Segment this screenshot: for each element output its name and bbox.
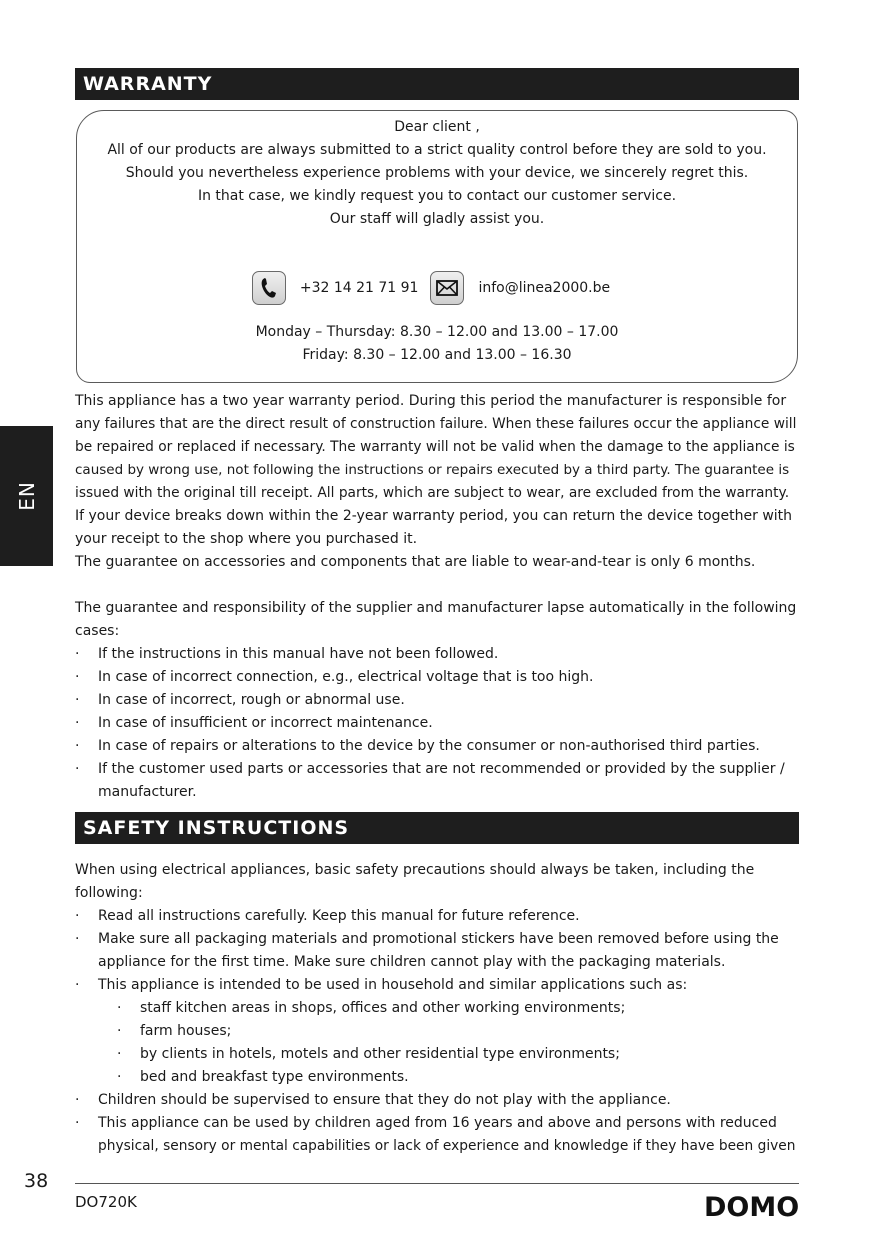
- brand-logo: DOMO: [704, 1192, 800, 1223]
- sub-list-item: · bed and breakfast type environments.: [75, 1066, 799, 1089]
- safety-section: [75, 859, 799, 1158]
- contact-row: [77, 269, 797, 307]
- box-line: Should you nevertheless experience problems with your device, we sincerely regret this.: [125, 165, 749, 181]
- phone-icon: [252, 271, 286, 305]
- list-item-continuation: manufacturer.: [98, 784, 197, 800]
- list-item: · In case of incorrect, rough or abnormal use.: [75, 689, 799, 712]
- email-address: info@linea2000.be: [478, 279, 611, 296]
- lapse-intro: The guarantee and responsibility of the supplier and manufacturer lapse automatically in the following: [75, 600, 797, 616]
- body-line: The guarantee on accessories and components that are liable to wear-and-tear is only 6 months.: [75, 554, 756, 570]
- hours-weekdays: Monday – Thursday: 8.30 – 12.00 and 13.00 – 17.00: [255, 324, 619, 340]
- list-item: · This appliance can be used by children aged from 16 years and above and persons with reduced: [75, 1112, 799, 1135]
- list-item-continuation: appliance for the first time. Make sure children cannot play with the packaging materials.: [98, 954, 726, 970]
- body-line: This appliance has a two year warranty period. During this period the manufacturer is responsible for: [75, 393, 787, 409]
- list-item: · This appliance is intended to be used in household and similar applications such as:: [75, 974, 799, 997]
- list-item: · In case of repairs or alterations to the device by the consumer or non-authorised third parties.: [75, 735, 799, 758]
- body-line: issued with the original till receipt. All parts, which are subject to wear, are excluded from the warranty.: [75, 485, 790, 501]
- list-item-continuation: physical, sensory or mental capabilities or lack of experience and knowledge if they have been given: [98, 1138, 796, 1154]
- body-line: any failures that are the direct result of construction failure. When these failures occur the appliance will: [75, 416, 797, 432]
- list-item: · If the customer used parts or accessories that are not recommended or provided by the supplier /: [75, 758, 799, 781]
- body-line: If your device breaks down within the 2-year warranty period, you can return the device together with: [75, 508, 793, 524]
- phone-number: +32 14 21 71 91: [299, 279, 419, 296]
- box-line: All of our products are always submitted to a strict quality control before they are sold to you.: [107, 142, 767, 158]
- list-item: · In case of insufficient or incorrect maintenance.: [75, 712, 799, 735]
- box-line: In that case, we kindly request you to contact our customer service.: [197, 188, 677, 204]
- safety-intro: following:: [75, 885, 143, 901]
- language-tab: [0, 426, 53, 566]
- email-icon: [430, 271, 464, 305]
- language-tab-label: EN: [14, 481, 39, 511]
- sub-list-item: · by clients in hotels, motels and other residential type environments;: [75, 1043, 799, 1066]
- box-line: Our staff will gladly assist you.: [329, 211, 545, 227]
- list-item: · Read all instructions carefully. Keep this manual for future reference.: [75, 905, 799, 928]
- safety-heading: SAFETY INSTRUCTIONS: [75, 812, 799, 844]
- safety-intro: When using electrical appliances, basic safety precautions should always be taken, including the: [75, 862, 755, 878]
- list-item: · Children should be supervised to ensure that they do not play with the appliance.: [75, 1089, 799, 1112]
- body-line: your receipt to the shop where you purchased it.: [75, 531, 418, 547]
- lapse-section: [75, 597, 799, 804]
- lapse-intro: cases:: [75, 623, 120, 639]
- service-hours: [77, 321, 797, 367]
- warranty-heading: WARRANTY: [75, 68, 799, 100]
- page-number: 38: [24, 1170, 49, 1192]
- list-item: · If the instructions in this manual have not been followed.: [75, 643, 799, 666]
- footer-divider: [75, 1183, 799, 1184]
- hours-friday: Friday: 8.30 – 12.00 and 13.00 – 16.30: [302, 347, 572, 363]
- list-item: · In case of incorrect connection, e.g., electrical voltage that is too high.: [75, 666, 799, 689]
- warranty-body: [75, 390, 799, 574]
- contact-box-text: [77, 116, 797, 231]
- contact-box: [76, 110, 798, 383]
- sub-list-item: · staff kitchen areas in shops, offices and other working environments;: [75, 997, 799, 1020]
- model-number: DO720K: [75, 1193, 137, 1211]
- list-item: · Make sure all packaging materials and promotional stickers have been removed before using the: [75, 928, 799, 951]
- body-line: caused by wrong use, not following the instructions or repairs executed by a third party. The guarantee is: [75, 462, 790, 478]
- body-line: be repaired or replaced if necessary. The warranty will not be valid when the damage to the appliance is: [75, 439, 795, 455]
- sub-list-item: · farm houses;: [75, 1020, 799, 1043]
- box-line: Dear client ,: [394, 119, 480, 135]
